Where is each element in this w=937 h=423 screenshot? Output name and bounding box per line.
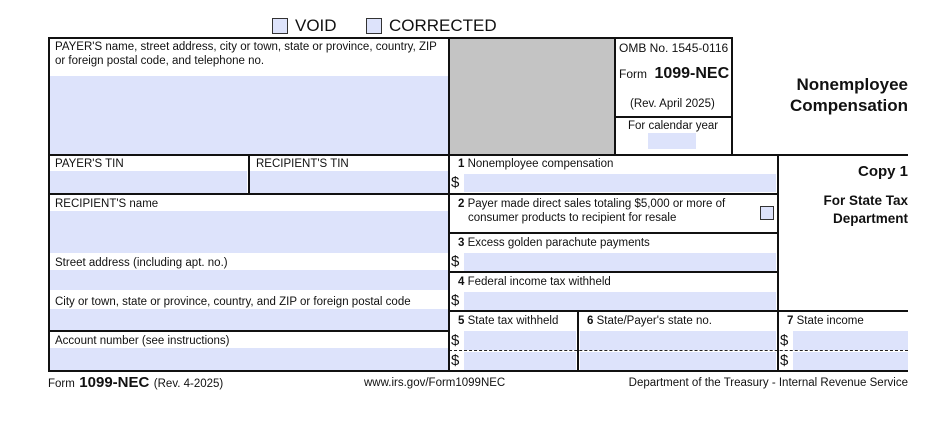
box5-text: State tax withheld — [467, 315, 559, 327]
omb-number: OMB No. 1545-0116 — [619, 41, 729, 55]
rule — [449, 232, 778, 234]
rule — [48, 370, 908, 372]
city-input[interactable] — [49, 309, 448, 330]
box1-input[interactable] — [464, 174, 776, 192]
account-number-label: Account number (see instructions) — [55, 335, 230, 347]
box7-label — [787, 314, 864, 328]
recipient-tin-label: RECIPIENT'S TIN — [256, 158, 349, 170]
rule — [48, 37, 732, 39]
box4-dollar: $ — [451, 292, 460, 309]
form-prefix: Form — [619, 67, 647, 81]
box4-input[interactable] — [464, 292, 776, 310]
copy-line1: For State Tax — [823, 193, 908, 208]
form-title — [740, 74, 908, 116]
box6-number: 6 — [587, 315, 594, 327]
form-id — [619, 65, 729, 83]
box2-text-line1: Payer made direct sales totaling $5,000 or more of — [467, 198, 726, 210]
box3-text: Excess golden parachute payments — [467, 237, 650, 249]
city-label: City or town, state or province, country, and ZIP or foreign postal code — [55, 296, 411, 308]
box3-number: 3 — [458, 237, 465, 249]
form-revision: (Rev. April 2025) — [630, 98, 715, 110]
recipient-name-input[interactable] — [49, 211, 448, 253]
payer-tin-input[interactable] — [49, 171, 247, 193]
box2-number: 2 — [458, 198, 465, 210]
copy-recipient — [785, 192, 908, 228]
street-address-input[interactable] — [49, 270, 448, 290]
form-name: 1099-NEC — [654, 65, 730, 82]
box7-number: 7 — [787, 315, 794, 327]
form-title-line2: Compensation — [789, 96, 908, 115]
rule — [577, 310, 579, 371]
box5-dollar-1: $ — [451, 332, 460, 349]
void-label: VOID — [295, 16, 337, 35]
recipient-tin-input[interactable] — [250, 171, 448, 193]
payer-tin-label: PAYER'S TIN — [55, 158, 124, 170]
box6-label — [587, 314, 712, 328]
box1-label — [458, 157, 613, 171]
rule — [248, 154, 250, 194]
footer-form-prefix: Form — [48, 378, 75, 390]
box7-text: State income — [796, 315, 864, 327]
box5-number: 5 — [458, 315, 465, 327]
box7-input-2[interactable] — [793, 352, 908, 370]
box5-input-1[interactable] — [464, 331, 576, 350]
copy-title: Copy 1 — [857, 163, 908, 180]
copy-line2: Department — [832, 211, 908, 226]
footer-form-name: 1099-NEC — [79, 374, 150, 391]
footer-url[interactable]: www.irs.gov/Form1099NEC — [364, 377, 506, 389]
box6-input-2[interactable] — [580, 352, 776, 370]
rule — [614, 116, 732, 118]
box5-input-2[interactable] — [464, 352, 576, 370]
payer-info-label: PAYER'S name, street address, city or town, state or province, country, ZIP or foreign postal code, and telephone no. — [55, 41, 437, 67]
box4-text: Federal income tax withheld — [467, 276, 611, 288]
rule — [449, 271, 778, 273]
corrected-checkbox[interactable] — [366, 18, 382, 34]
account-number-input[interactable] — [49, 348, 448, 370]
rule — [777, 154, 779, 371]
street-address-label: Street address (including apt. no.) — [55, 257, 228, 269]
box3-input[interactable] — [464, 253, 776, 271]
box4-label — [458, 275, 611, 289]
rule — [449, 310, 908, 312]
footer-department: Department of the Treasury - Internal Revenue Service — [628, 377, 908, 389]
box5-dollar-2: $ — [451, 352, 460, 369]
box7-dollar-2: $ — [780, 352, 789, 369]
box3-dollar: $ — [451, 253, 460, 270]
rule — [731, 37, 733, 155]
box6-text: State/Payer's state no. — [596, 315, 712, 327]
box2-checkbox[interactable] — [760, 206, 774, 220]
box4-number: 4 — [458, 276, 465, 288]
form-title-line1: Nonemployee — [796, 75, 908, 94]
rule — [48, 330, 449, 332]
calendar-year-input[interactable] — [648, 133, 696, 149]
recipient-name-label: RECIPIENT'S name — [55, 198, 159, 210]
void-checkbox[interactable] — [272, 18, 288, 34]
rule — [448, 37, 450, 371]
footer-form-id — [48, 374, 223, 392]
box2-text-line2: consumer products to recipient for resale — [468, 212, 677, 224]
box1-dollar: $ — [451, 174, 460, 191]
dashed-rule — [449, 350, 908, 351]
shaded-reserved-area — [449, 38, 614, 154]
corrected-label: CORRECTED — [389, 16, 497, 35]
box1-text: Nonemployee compensation — [467, 158, 614, 170]
rule — [48, 154, 908, 156]
rule — [48, 193, 778, 195]
box6-input-1[interactable] — [580, 331, 776, 350]
box1-number: 1 — [458, 158, 465, 170]
rule — [48, 37, 50, 371]
box5-label — [458, 314, 558, 328]
box7-dollar-1: $ — [780, 332, 789, 349]
footer-revision: (Rev. 4-2025) — [153, 378, 224, 390]
box7-input-1[interactable] — [793, 331, 908, 350]
rule — [614, 37, 616, 155]
calendar-year-label: For calendar year — [628, 120, 719, 132]
box3-label — [458, 236, 650, 250]
box2-label — [458, 197, 758, 225]
payer-info-input[interactable] — [49, 76, 448, 154]
